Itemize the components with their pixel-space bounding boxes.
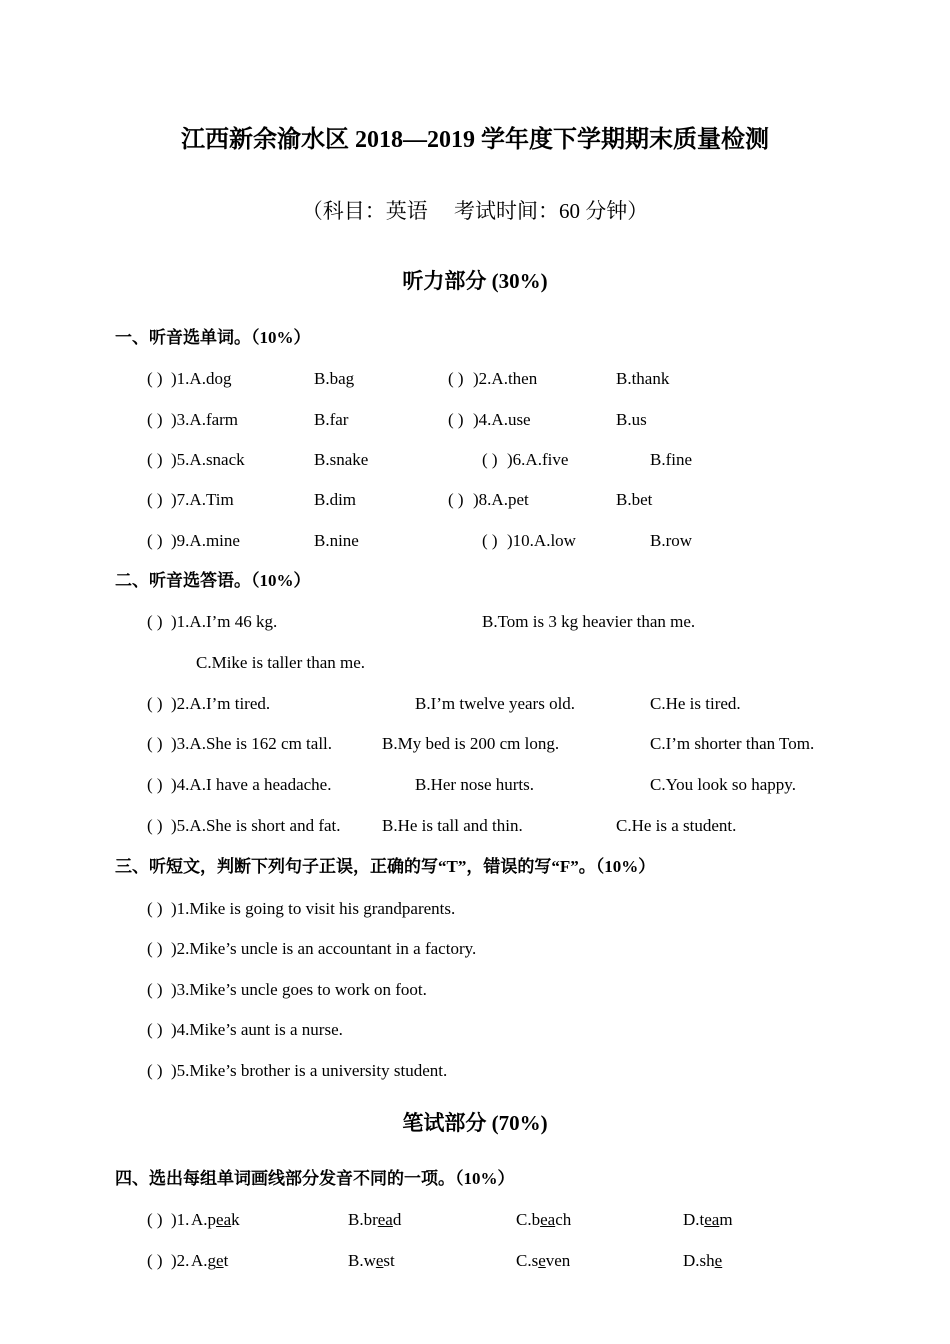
answer-blank: ( ): [448, 410, 464, 429]
s1-q9-option-b: B.nine: [314, 531, 359, 550]
s1-q8-option-b: B.bet: [616, 490, 653, 509]
section-2-title: 二、听音选答语。（10%）: [115, 571, 311, 590]
s1-q7-option-a: )7.A.Tim: [171, 490, 234, 509]
s1-q6-option-b: B.fine: [650, 450, 693, 469]
s4-q2-label: )2.: [171, 1251, 190, 1270]
s4-q1-label: )1.: [171, 1210, 190, 1229]
s1-q4-option-b: B.us: [616, 410, 647, 429]
s4-q1-option-a: A.peak: [191, 1210, 240, 1229]
s1-q9-option-a: )9.A.mine: [171, 531, 240, 550]
s4-q1-option-b: B.bread: [348, 1210, 402, 1229]
writing-part-header: 笔试部分 (70%): [402, 1111, 548, 1135]
section-3-title: 三、听短文，判断下列句子正误，正确的写“T”，错误的写“F”。（10%）: [115, 857, 656, 876]
answer-blank: ( ): [147, 939, 163, 958]
s3-statement-5: )5.Mike’s brother is a university student.: [171, 1061, 448, 1080]
s1-q3-option-b: B.far: [314, 410, 349, 429]
listening-part-header: 听力部分 (30%): [402, 269, 548, 293]
s2-q2-option-a: )2.A.I’m tired.: [171, 694, 271, 713]
s2-q3-option-b: B.My bed is 200 cm long.: [382, 734, 560, 753]
s4-q1-option-d: D.team: [683, 1210, 733, 1229]
s2-q2-option-c: C.He is tired.: [650, 694, 741, 713]
answer-blank: ( ): [448, 369, 464, 388]
s1-q7-option-b: B.dim: [314, 490, 357, 509]
s2-q4-option-c: C.You look so happy.: [650, 775, 796, 794]
section-4-title: 四、选出每组单词画线部分发音不同的一项。（10%）: [115, 1169, 515, 1188]
answer-blank: ( ): [147, 1210, 163, 1229]
s2-q3-option-c: C.I’m shorter than Tom.: [650, 734, 815, 753]
s2-q1-option-c: C.Mike is taller than me.: [196, 653, 366, 672]
answer-blank: ( ): [147, 612, 163, 631]
s1-q1-option-b: B.bag: [314, 369, 355, 388]
answer-blank: ( ): [147, 1020, 163, 1039]
s4-q2-option-a: A.get: [191, 1251, 229, 1270]
answer-blank: ( ): [147, 734, 163, 753]
s1-q10-option-b: B.row: [650, 531, 693, 550]
answer-blank: ( ): [147, 369, 163, 388]
s2-q1-option-a: )1.A.I’m 46 kg.: [171, 612, 278, 631]
s4-q2-option-b: B.west: [348, 1251, 395, 1270]
s1-q2-option-a: )2.A.then: [473, 369, 538, 388]
s3-statement-1: )1.Mike is going to visit his grandparents.: [171, 899, 456, 918]
answer-blank: ( ): [448, 490, 464, 509]
s2-q5-option-a: )5.A.She is short and fat.: [171, 816, 341, 835]
s2-q5-option-c: C.He is a student.: [616, 816, 737, 835]
s1-q5-option-a: )5.A.snack: [171, 450, 245, 469]
s4-q2-option-d: D.she: [683, 1251, 723, 1270]
s2-q4-option-b: B.Her nose hurts.: [415, 775, 534, 794]
answer-blank: ( ): [147, 410, 163, 429]
s3-statement-4: )4.Mike’s aunt is a nurse.: [171, 1020, 343, 1039]
answer-blank: ( ): [147, 816, 163, 835]
s1-q8-option-a: )8.A.pet: [473, 490, 529, 509]
s2-q3-option-a: )3.A.She is 162 cm tall.: [171, 734, 333, 753]
answer-blank: ( ): [147, 531, 163, 550]
s4-q2-option-c: C.seven: [516, 1251, 571, 1270]
answer-blank: ( ): [147, 775, 163, 794]
exam-title: 江西新余渝水区 2018—2019 学年度下学期期末质量检测: [181, 127, 769, 153]
answer-blank: ( ): [147, 1061, 163, 1080]
s2-q2-option-b: B.I’m twelve years old.: [415, 694, 576, 713]
s2-q1-option-b: B.Tom is 3 kg heavier than me.: [482, 612, 696, 631]
s1-q10-option-a: )10.A.low: [507, 531, 576, 550]
s1-q3-option-a: )3.A.farm: [171, 410, 239, 429]
answer-blank: ( ): [147, 490, 163, 509]
s3-statement-3: )3.Mike’s uncle goes to work on foot.: [171, 980, 427, 999]
answer-blank: ( ): [147, 1251, 163, 1270]
s1-q6-option-a: )6.A.five: [507, 450, 569, 469]
answer-blank: ( ): [482, 531, 498, 550]
answer-blank: ( ): [147, 694, 163, 713]
section-1-title: 一、听音选单词。（10%）: [115, 328, 311, 347]
answer-blank: ( ): [147, 899, 163, 918]
s1-q4-option-a: )4.A.use: [473, 410, 531, 429]
s1-q5-option-b: B.snake: [314, 450, 369, 469]
exam-subtitle: （科目：英语 考试时间：60 分钟）: [301, 199, 649, 223]
answer-blank: ( ): [147, 980, 163, 999]
s4-q1-option-c: C.beach: [516, 1210, 572, 1229]
answer-blank: ( ): [482, 450, 498, 469]
s2-q5-option-b: B.He is tall and thin.: [382, 816, 523, 835]
s1-q1-option-a: )1.A.dog: [171, 369, 232, 388]
s1-q2-option-b: B.thank: [616, 369, 670, 388]
answer-blank: ( ): [147, 450, 163, 469]
s2-q4-option-a: )4.A.I have a headache.: [171, 775, 332, 794]
s3-statement-2: )2.Mike’s uncle is an accountant in a factory.: [171, 939, 477, 958]
